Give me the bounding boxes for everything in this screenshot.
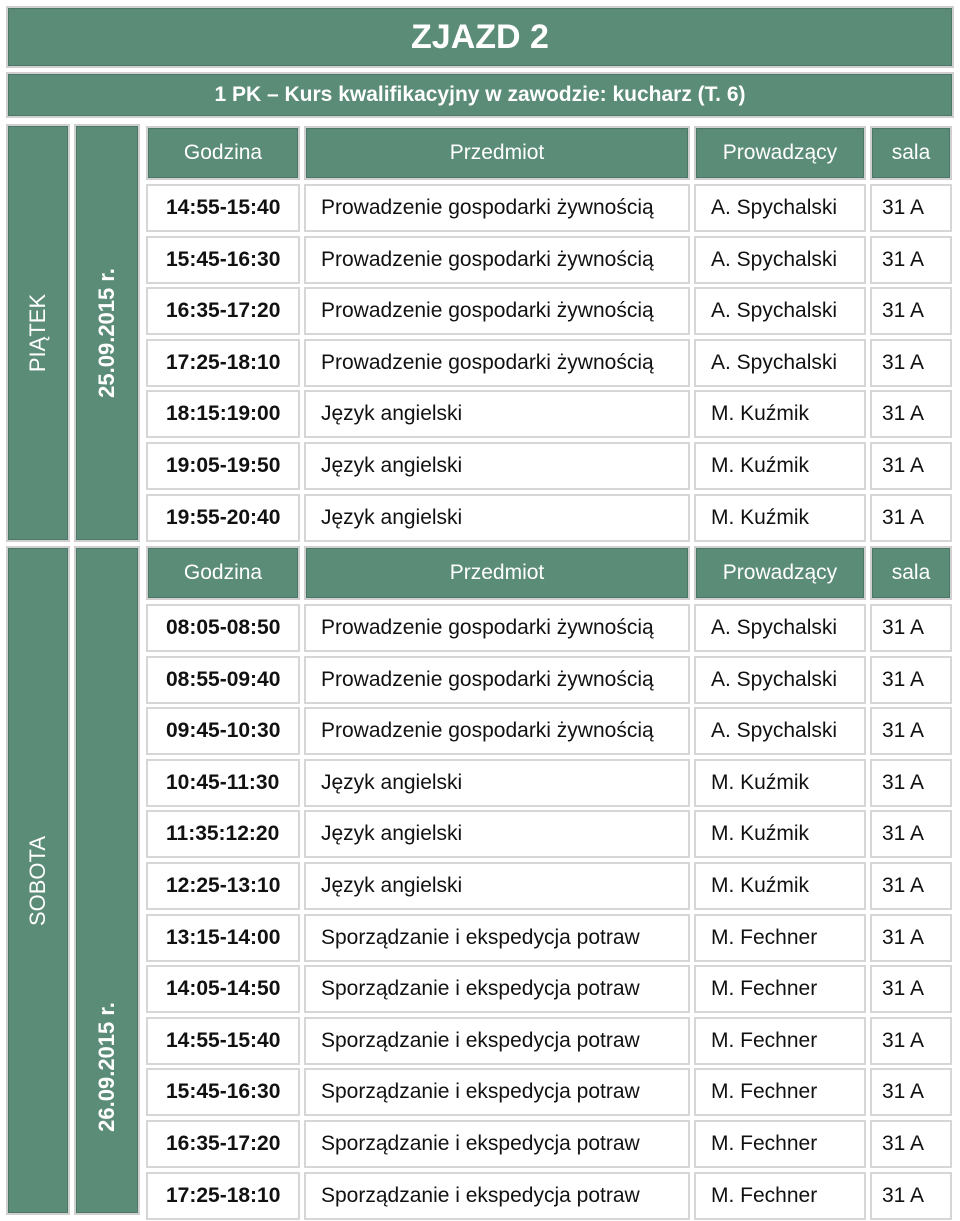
day-label-saturday [6,546,70,1215]
room-cell: 31 A [870,1120,952,1168]
subject-cell: Prowadzenie gospodarki żywnością [304,236,690,284]
teacher-cell: M. Kuźmik [694,442,866,490]
teacher-cell: A. Spychalski [694,236,866,284]
subject-cell: Prowadzenie gospodarki żywnością [304,656,690,704]
time-cell: 08:05-08:50 [146,604,300,652]
subject-cell: Prowadzenie gospodarki żywnością [304,287,690,335]
subject-cell: Język angielski [304,810,690,858]
time-cell: 12:25-13:10 [146,862,300,910]
time-cell: 15:45-16:30 [146,1068,300,1116]
day-label-friday [6,124,70,542]
subject-cell: Prowadzenie gospodarki żywnością [304,339,690,387]
course-subtitle: 1 PK – Kurs kwalifikacyjny w zawodzie: kucharz (T. 6) [6,72,954,118]
room-cell: 31 A [870,604,952,652]
time-cell: 16:35-17:20 [146,1120,300,1168]
time-cell: 17:25-18:10 [146,339,300,387]
room-cell: 31 A [870,759,952,807]
subject-cell: Prowadzenie gospodarki żywnością [304,184,690,232]
column-header: Prowadzący [694,546,866,600]
subject-cell: Prowadzenie gospodarki żywnością [304,604,690,652]
subject-cell: Język angielski [304,442,690,490]
room-cell: 31 A [870,707,952,755]
day-date: 26.09.2015 r. [94,1001,119,1132]
time-cell: 18:15:19:00 [146,390,300,438]
subject-cell: Sporządzanie i ekspedycja potraw [304,1120,690,1168]
time-cell: 08:55-09:40 [146,656,300,704]
room-cell: 31 A [870,914,952,962]
date-label-friday [74,124,140,542]
teacher-cell: A. Spychalski [694,656,866,704]
teacher-cell: A. Spychalski [694,184,866,232]
time-cell: 09:45-10:30 [146,707,300,755]
column-header: Przedmiot [304,126,690,180]
room-cell: 31 A [870,862,952,910]
subject-cell: Sporządzanie i ekspedycja potraw [304,1017,690,1065]
room-cell: 31 A [870,494,952,542]
room-cell: 31 A [870,1017,952,1065]
column-header: Przedmiot [304,546,690,600]
room-cell: 31 A [870,184,952,232]
subject-cell: Język angielski [304,759,690,807]
room-cell: 31 A [870,1068,952,1116]
day-name: PIĄTEK [25,293,50,373]
teacher-cell: A. Spychalski [694,707,866,755]
subject-cell: Język angielski [304,390,690,438]
teacher-cell: M. Fechner [694,1068,866,1116]
room-cell: 31 A [870,287,952,335]
teacher-cell: M. Kuźmik [694,759,866,807]
time-cell: 19:05-19:50 [146,442,300,490]
day-date: 25.09.2015 r. [94,268,119,398]
teacher-cell: M. Fechner [694,1172,866,1220]
subject-cell: Język angielski [304,494,690,542]
time-cell: 14:55-15:40 [146,184,300,232]
subject-cell: Sporządzanie i ekspedycja potraw [304,1172,690,1220]
teacher-cell: M. Kuźmik [694,810,866,858]
teacher-cell: M. Fechner [694,1120,866,1168]
teacher-cell: M. Fechner [694,1017,866,1065]
column-header: Godzina [146,546,300,600]
subject-cell: Prowadzenie gospodarki żywnością [304,707,690,755]
teacher-cell: A. Spychalski [694,339,866,387]
date-label-saturday [74,546,140,1215]
day-name: SOBOTA [25,835,50,926]
teacher-cell: M. Fechner [694,965,866,1013]
subject-cell: Język angielski [304,862,690,910]
teacher-cell: A. Spychalski [694,287,866,335]
subject-cell: Sporządzanie i ekspedycja potraw [304,965,690,1013]
teacher-cell: M. Fechner [694,914,866,962]
room-cell: 31 A [870,1172,952,1220]
time-cell: 14:55-15:40 [146,1017,300,1065]
time-cell: 17:25-18:10 [146,1172,300,1220]
teacher-cell: M. Kuźmik [694,862,866,910]
teacher-cell: M. Kuźmik [694,390,866,438]
room-cell: 31 A [870,442,952,490]
column-header: sala [870,546,952,600]
column-header: Prowadzący [694,126,866,180]
room-cell: 31 A [870,965,952,1013]
time-cell: 13:15-14:00 [146,914,300,962]
room-cell: 31 A [870,390,952,438]
subject-cell: Sporządzanie i ekspedycja potraw [304,914,690,962]
time-cell: 11:35:12:20 [146,810,300,858]
time-cell: 14:05-14:50 [146,965,300,1013]
time-cell: 15:45-16:30 [146,236,300,284]
room-cell: 31 A [870,339,952,387]
room-cell: 31 A [870,810,952,858]
subject-cell: Sporządzanie i ekspedycja potraw [304,1068,690,1116]
time-cell: 16:35-17:20 [146,287,300,335]
page-title: ZJAZD 2 [6,6,954,68]
room-cell: 31 A [870,656,952,704]
teacher-cell: M. Kuźmik [694,494,866,542]
time-cell: 19:55-20:40 [146,494,300,542]
column-header: sala [870,126,952,180]
column-header: Godzina [146,126,300,180]
room-cell: 31 A [870,236,952,284]
time-cell: 10:45-11:30 [146,759,300,807]
teacher-cell: A. Spychalski [694,604,866,652]
